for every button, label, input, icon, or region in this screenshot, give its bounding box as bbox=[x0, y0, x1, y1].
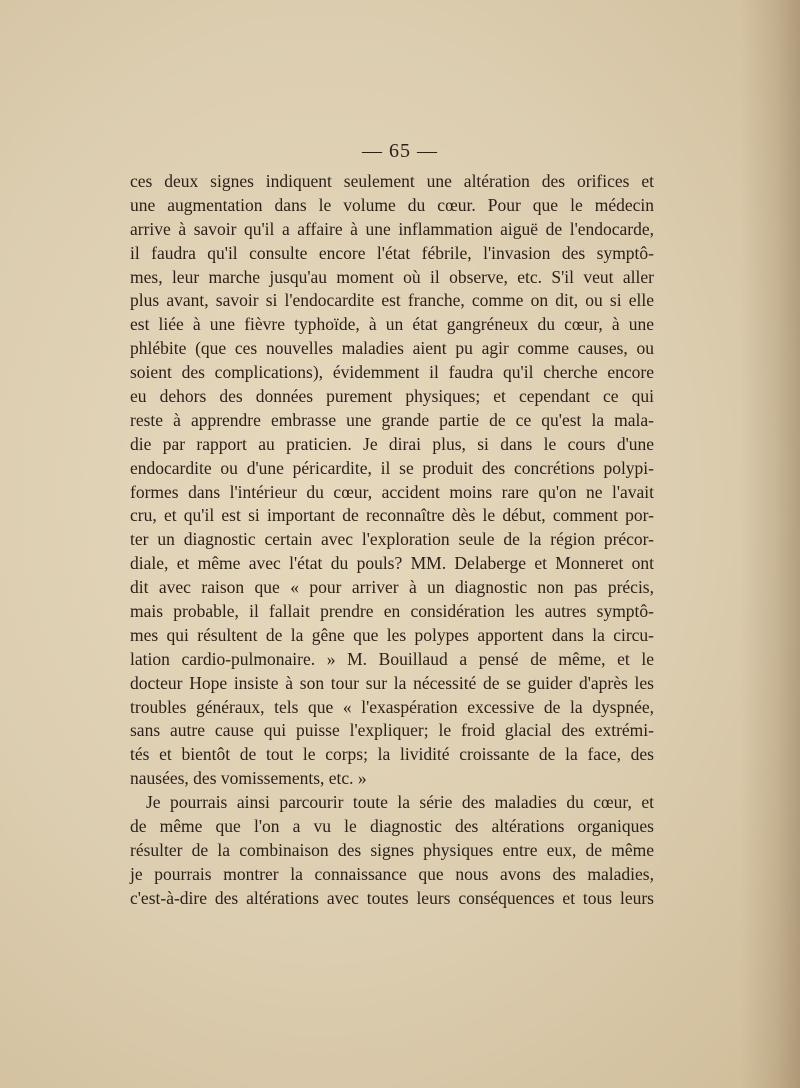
text-line: une augmentation dans le volume du cœur. Pour que le médecin bbox=[130, 194, 654, 215]
text-line: lation cardio-pulmonaire. » M. Bouillaud a pensé de même, et le bbox=[130, 648, 654, 669]
text-line: je pourrais montrer la connaissance que nous avons des maladies, bbox=[130, 863, 654, 884]
text-line: arrive à savoir qu'il a affaire à une inflammation aiguë de l'endocarde, bbox=[130, 218, 654, 239]
text-line: reste à apprendre embrasse une grande partie de ce qu'est la mala- bbox=[130, 409, 654, 430]
page-edge-shadow bbox=[740, 0, 800, 1088]
text-line: plus avant, savoir si l'endocardite est franche, comme on dit, ou si elle bbox=[130, 290, 654, 311]
text-line: soient des complications), évidemment il faudra qu'il cherche encore bbox=[130, 362, 654, 383]
text-line: de même que l'on a vu le diagnostic des altérations organiques bbox=[130, 816, 654, 837]
text-line: c'est-à-dire des altérations avec toutes leurs conséquences et tous leurs bbox=[130, 887, 654, 908]
text-line: sans autre cause qui puisse l'expliquer; le froid glacial des extrémi- bbox=[130, 720, 654, 741]
text-line: Je pourrais ainsi parcourir toute la série des maladies du cœur, et bbox=[146, 792, 654, 813]
text-line: ter un diagnostic certain avec l'exploration seule de la région précor- bbox=[130, 529, 654, 550]
text-line: troubles généraux, tels que « l'exaspération excessive de la dyspnée, bbox=[130, 696, 654, 717]
text-line: mes qui résultent de la gêne que les polypes apportent dans la circu- bbox=[130, 624, 654, 645]
text-line: cru, et qu'il est si important de reconnaître dès le début, comment por- bbox=[130, 505, 654, 526]
text-line: il faudra qu'il consulte encore l'état fébrile, l'invasion des symptô- bbox=[130, 242, 654, 263]
text-line: résulter de la combinaison des signes physiques entre eux, de même bbox=[130, 839, 654, 860]
text-line: ces deux signes indiquent seulement une altération des orifices et bbox=[130, 171, 654, 191]
text-line: formes dans l'intérieur du cœur, accident moins rare qu'on ne l'avait bbox=[130, 481, 654, 502]
text-line: dit avec raison que « pour arriver à un diagnostic non pas précis, bbox=[130, 577, 654, 598]
text-line: die par rapport au praticien. Je dirai plus, si dans le cours d'une bbox=[130, 433, 654, 454]
text-line: tés et bientôt de tout le corps; la lividité croissante de la face, des bbox=[130, 744, 654, 765]
text-line: phlébite (que ces nouvelles maladies aient pu agir comme causes, ou bbox=[130, 338, 654, 359]
text-line: docteur Hope insiste à son tour sur la nécessité de se guider d'après les bbox=[130, 672, 654, 693]
text-line: mes, leur marche jusqu'au moment où il observe, etc. S'il veut aller bbox=[130, 266, 654, 287]
text-line: eu dehors des données purement physiques; et cependant ce qui bbox=[130, 386, 654, 407]
text-line: nausées, des vomissements, etc. » bbox=[130, 768, 367, 789]
text-line: diale, et même avec l'état du pouls? MM. Delaberge et Monneret ont bbox=[130, 553, 654, 574]
page-number: — 65 — bbox=[362, 140, 438, 162]
text-line: mais probable, il fallait prendre en considération les autres symptô- bbox=[130, 601, 654, 622]
text-line: endocardite ou d'une péricardite, il se produit des concrétions polypi- bbox=[130, 457, 654, 478]
text-line: est liée à une fièvre typhoïde, à un état gangréneux du cœur, à une bbox=[130, 314, 654, 335]
body-text bbox=[130, 170, 654, 911]
